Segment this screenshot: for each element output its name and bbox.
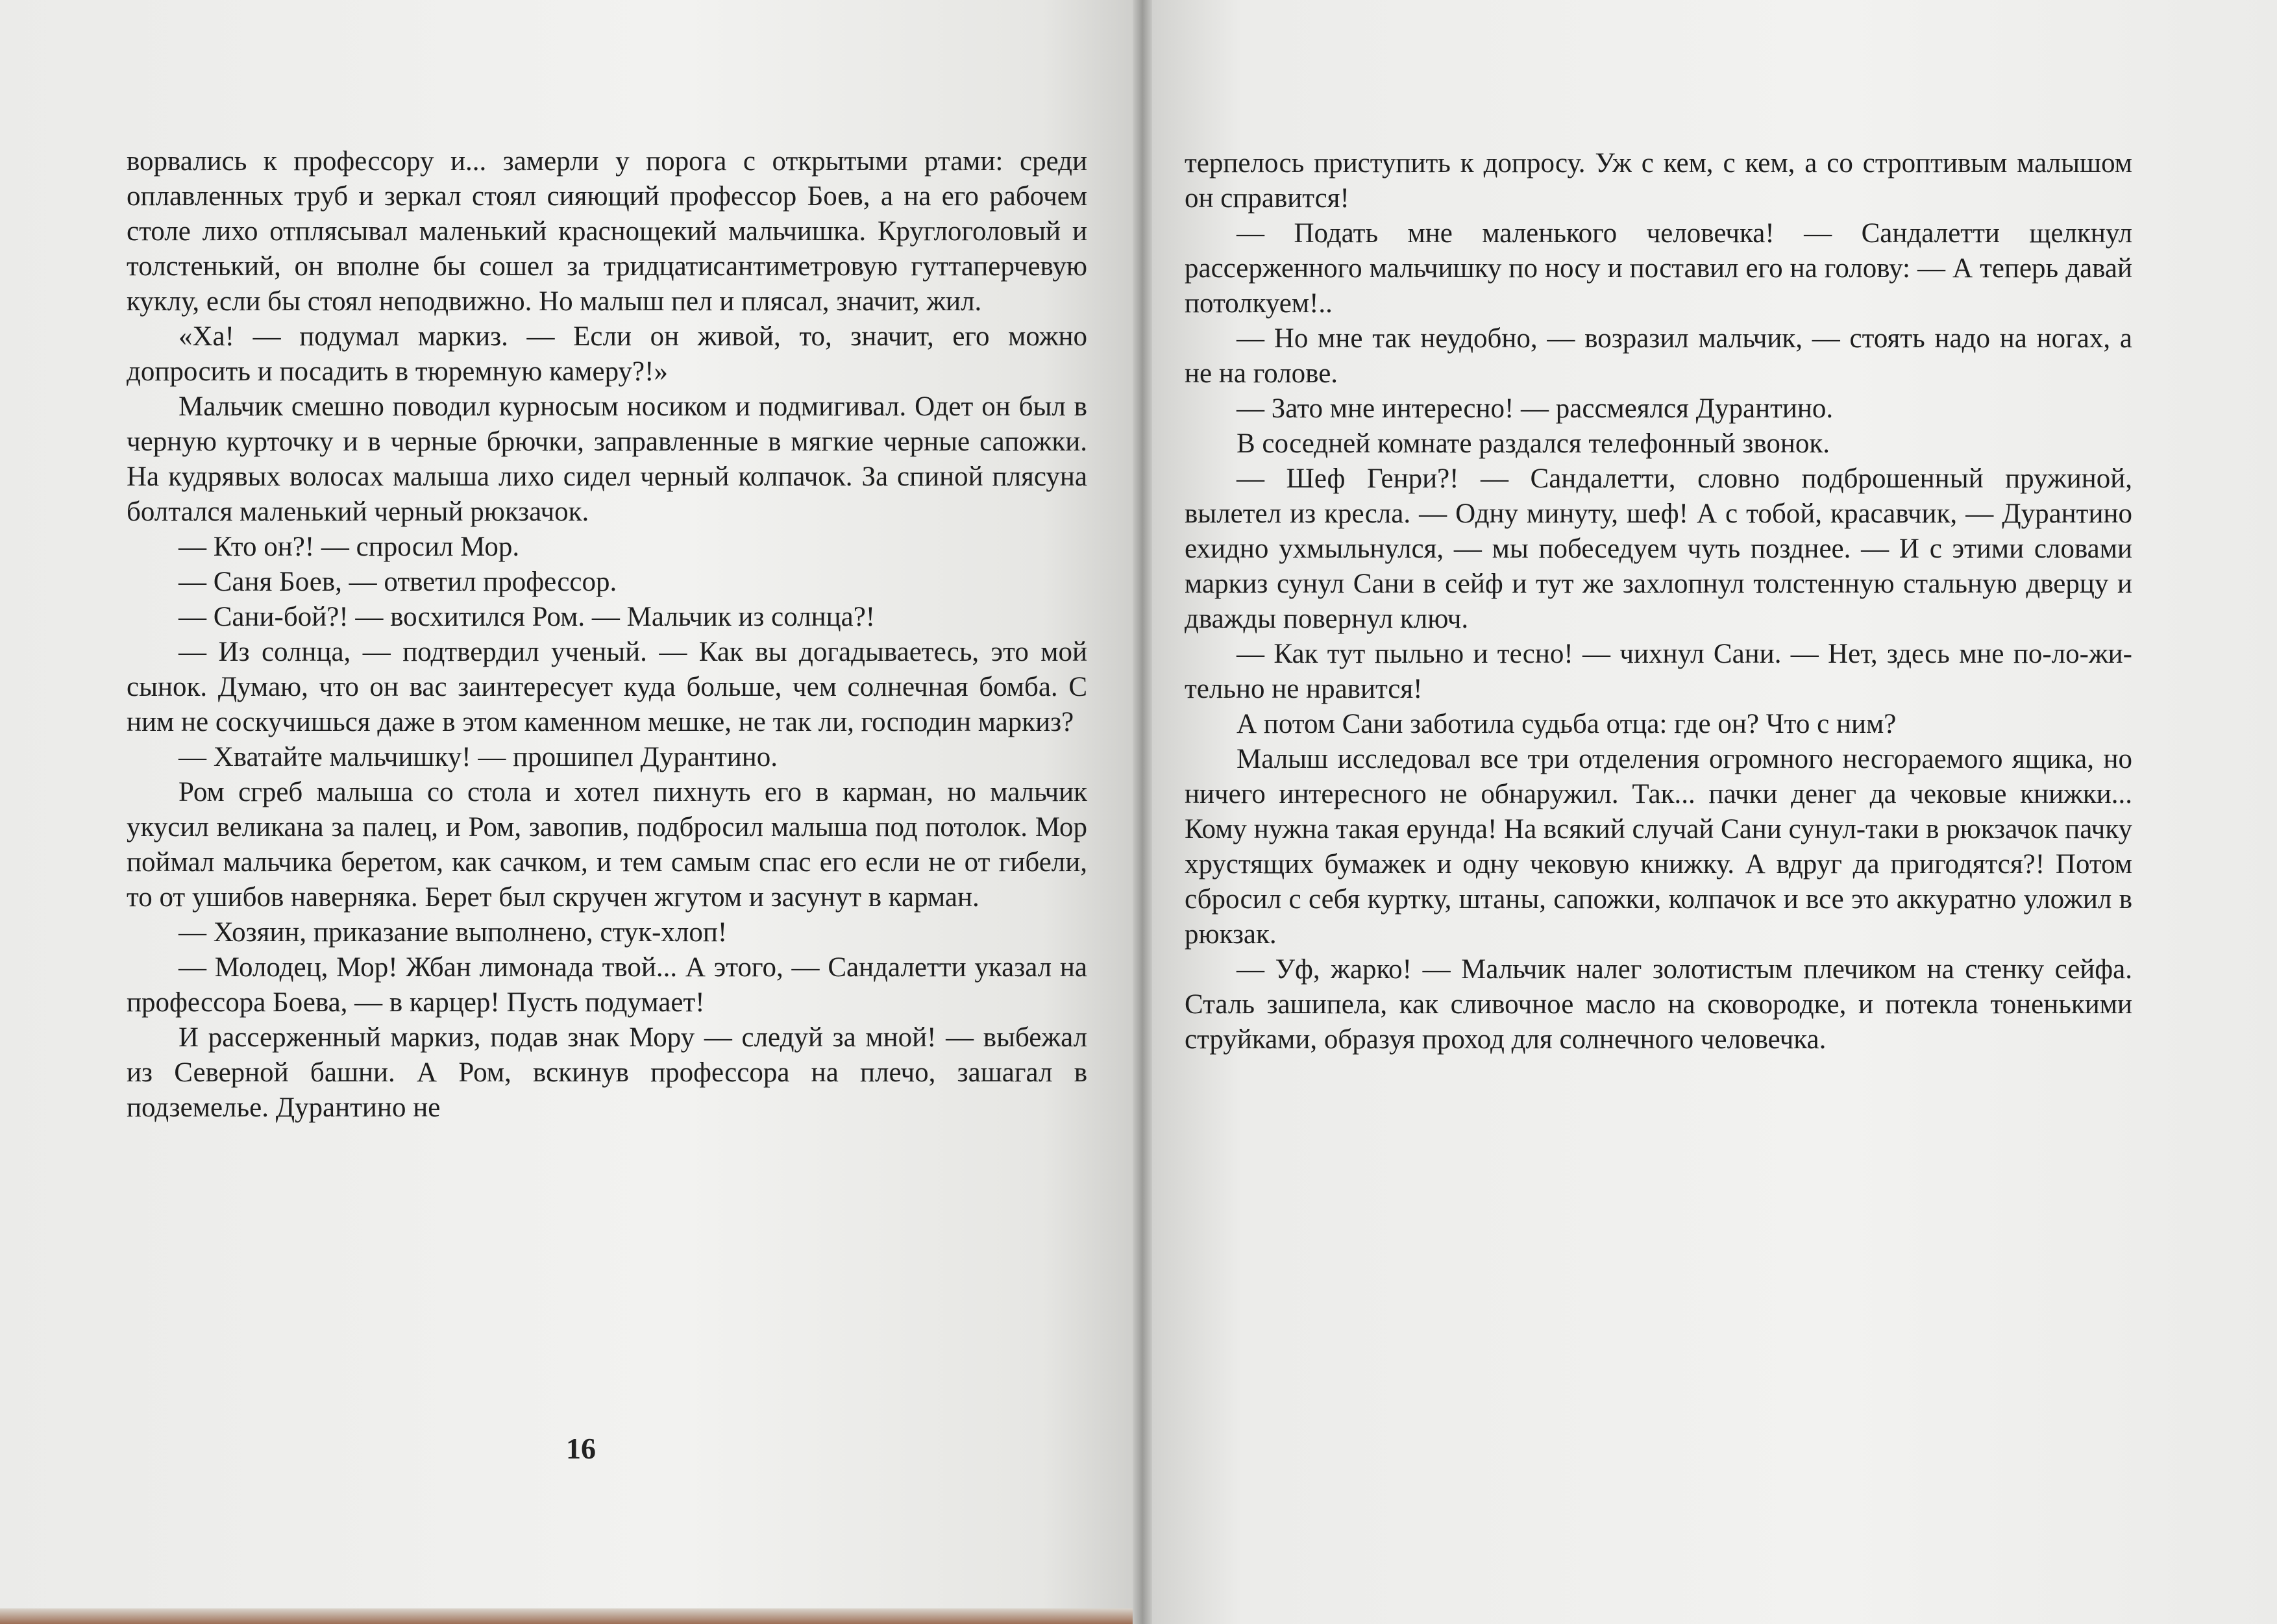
paragraph: — Хватайте мальчишку! — прошипел Дурантино. (178, 742, 778, 772)
paragraph: В соседней комнате раздался телефонный звонок. (1237, 428, 1830, 459)
page-number: 16 (566, 1432, 596, 1465)
paragraph: Мальчик смешно поводил курносым носиком и подмигивал. Одет он был в черную курточку и в черные брючки, заправленные в мягкие черные сапожки. На кудрявых волосах малыша лихо сидел черный колпачок. За спиной плясуна болтался маленький черный рюкзачок. (127, 391, 1087, 527)
left-page-text (127, 144, 1087, 1126)
paragraph: И рассерженный маркиз, подав знак Мору — следуй за мной! — выбежал из Северной башни. А Ром, вскинув профессора на плечо, зашагал в подземелье. Дурантино не (127, 1022, 1087, 1123)
paragraph: — Хозяин, приказание выполнено, стук-хлоп! (178, 917, 728, 948)
paragraph: — Подать мне маленького человечка! — Сандалетти щелкнул рассерженного мальчишку по носу и поставил его на голову: — А теперь давай потолкуем!.. (1185, 218, 2132, 319)
paragraph: — Молодец, Мор! Жбан лимонада твой... А этого, — Сандалетти указал на профессора Боева, — в карцер! Пусть подумает! (127, 952, 1087, 1018)
paragraph: — Саня Боев, — ответил профессор. (178, 567, 617, 597)
right-page-text (1185, 146, 2132, 1057)
paragraph: — Зато мне интересно! — рассмеялся Дурантино. (1237, 393, 1834, 424)
paragraph: А потом Сани заботила судьба отца: где он? Что с ним? (1237, 709, 1897, 739)
paragraph: — Шеф Генри?! — Сандалетти, словно подброшенный пружиной, вылетел из кресла. — Одну минуту, шеф! А с тобой, красавчик, — Дурантино ехидно ухмыльнулся, — мы побеседуем чуть позднее. — И с этими словами маркиз сунул Сани в сейф и тут же захлопнул толстенную стальную дверцу и дважды повернул ключ. (1185, 463, 2132, 634)
paragraph: ворвались к профессору и... замерли у порога с открытыми ртами: среди оплавленных труб и зеркал стоял сияющий профессор Боев, а на его рабочем столе лихо отплясывал маленький краснощекий мальчишка. Круглоголовый и толстенький, он вполне бы сошел за тридцатисантиметровую гуттаперчевую куклу, если бы стоял неподвижно. Но малыш пел и плясал, значит, жил. (127, 146, 1087, 317)
paragraph: — Но мне так неудобно, — возразил мальчик, — стоять надо на ногах, а не на голове. (1185, 323, 2132, 389)
left-page (0, 0, 1133, 1624)
book-gutter (1133, 0, 1152, 1624)
paragraph: — Уф, жарко! — Мальчик налег золотистым плечиком на стенку сейфа. Сталь зашипела, как сливочное масло на сковородке, и потекла тоненькими струйками, образуя проход для солнечного человечка. (1185, 954, 2132, 1055)
paragraph: — Сани-бой?! — восхитился Ром. — Мальчик из солнца?! (178, 602, 876, 632)
paragraph: — Кто он?! — спросил Мор. (178, 532, 520, 562)
paragraph: «Ха! — подумал маркиз. — Если он живой, то, значит, его можно допросить и посадить в тюремную камеру?!» (127, 321, 1087, 387)
paragraph: Малыш исследовал все три отделения огромного несгораемого ящика, но ничего интересного не обнаружил. Так... пачки денег да чековые книжки... Кому нужна такая ерунда! На всякий случай Сани сунул-таки в рюкзачок пачку хрустящих бумажек и одну чековую книжку. А вдруг да пригодятся?! Потом сбросил с себя куртку, штаны, сапожки, колпачок и все это аккуратно уложил в рюкзак. (1185, 744, 2132, 950)
paragraph: Ром сгреб малыша со стола и хотел пихнуть его в карман, но мальчик укусил великана за палец, и Ром, завопив, подбросил малыша под потолок. Мор поймал мальчика беретом, как сачком, и тем самым спас его если не от гибели, то от ушибов наверняка. Берет был скручен жгутом и засунут в карман. (127, 777, 1087, 913)
paragraph: терпелось приступить к допросу. Уж с кем, с кем, а со строптивым малышом он справится! (1185, 148, 2132, 214)
paragraph: — Из солнца, — подтвердил ученый. — Как вы догадываетесь, это мой сынок. Думаю, что он вас заинтересует куда больше, чем солнечная бомба. С ним не соскучишься даже в этом каменном мешке, не так ли, господин маркиз? (127, 637, 1087, 737)
paragraph: — Как тут пыльно и тесно! — чихнул Сани. — Нет, здесь мне по-ло-жи-тельно не нравится! (1185, 639, 2132, 704)
book-bottom-edge (0, 1608, 1133, 1624)
